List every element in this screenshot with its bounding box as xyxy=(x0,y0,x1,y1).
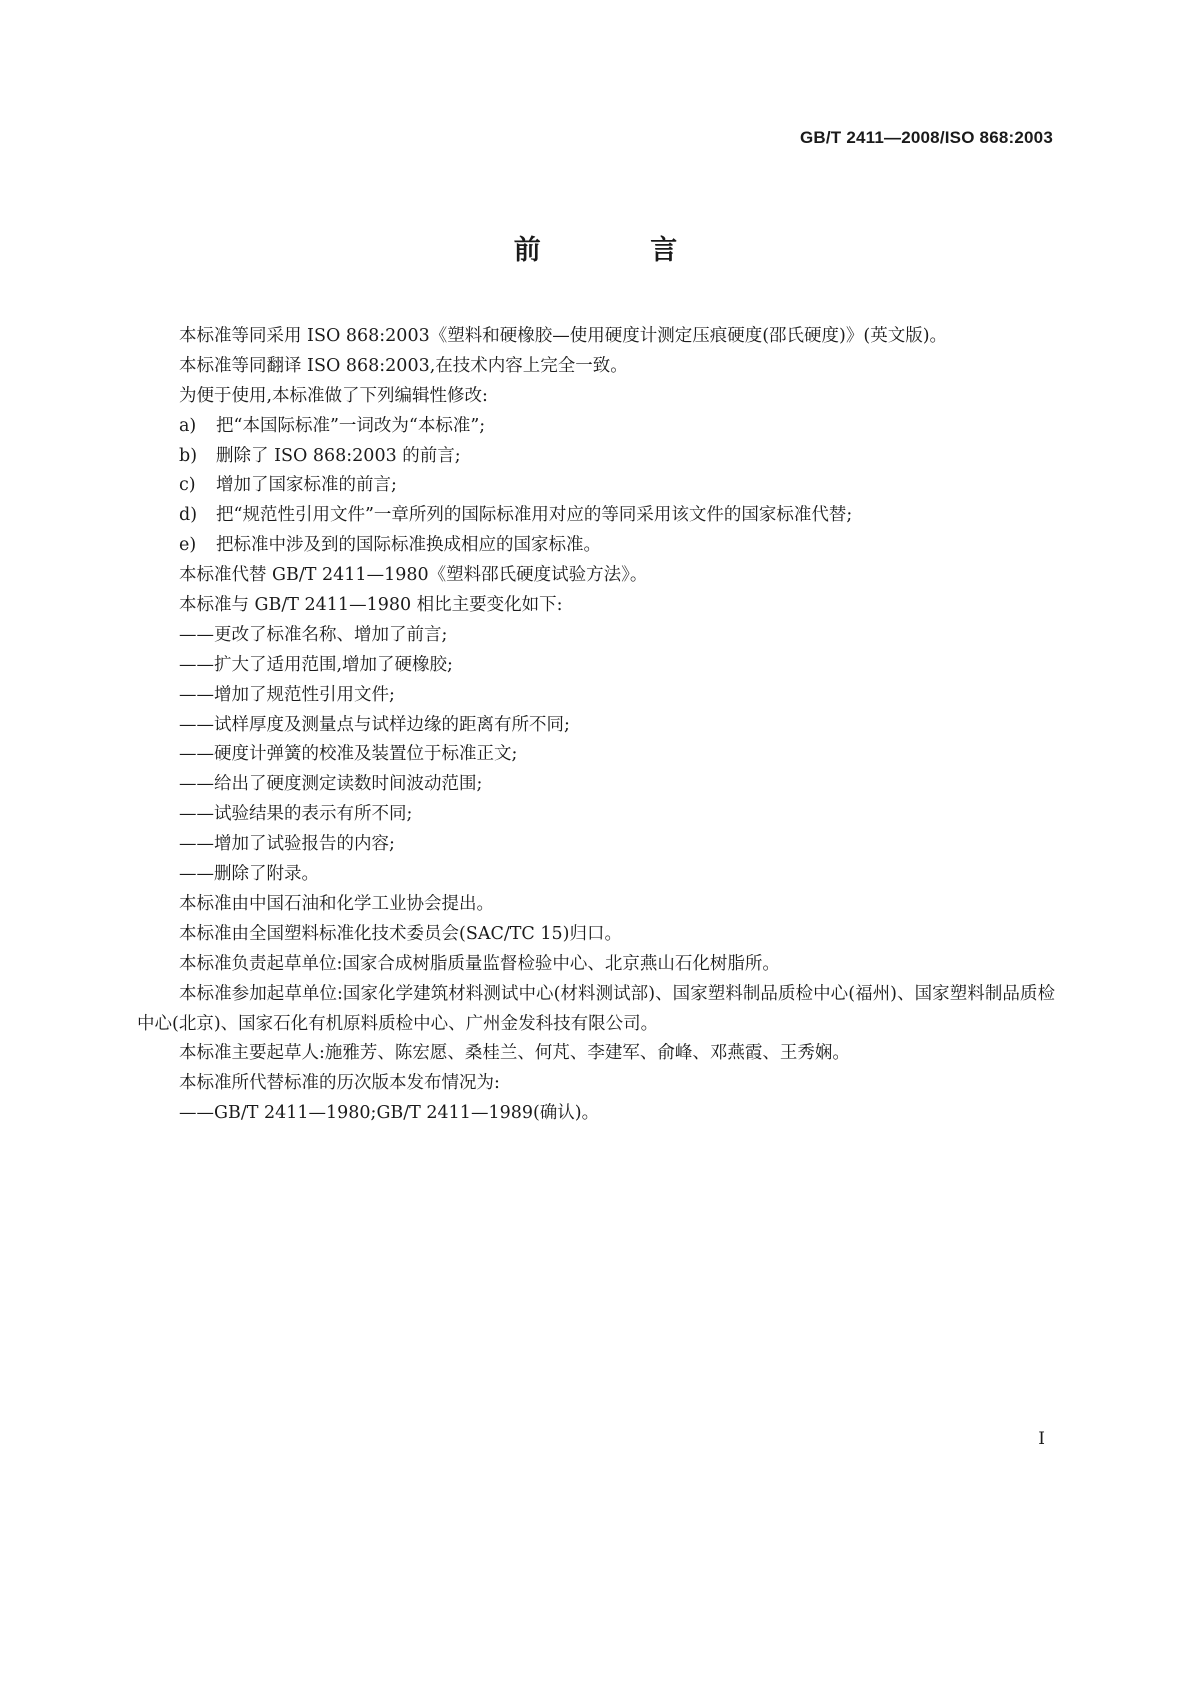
edit-list-item xyxy=(137,501,1055,531)
edit-list-item-label: a) xyxy=(179,415,197,436)
paragraph-administered-by: 本标准由全国塑料标准化技术委员会(SAC/TC 15)归口。 xyxy=(179,923,622,944)
paragraph-translation: 本标准等同翻译 ISO 868:2003,在技术内容上完全一致。 xyxy=(179,355,628,376)
paragraph-drafting-lead: 本标准负责起草单位:国家合成树脂质量监督检验中心、北京燕山石化树脂所。 xyxy=(179,953,780,974)
change-list-item: ——给出了硬度测定读数时间波动范围; xyxy=(179,774,483,795)
edit-list-item-label: c) xyxy=(179,475,196,496)
edit-list-item xyxy=(137,442,1055,472)
edit-list-item-label: d) xyxy=(179,505,198,526)
page-title: 前 言 xyxy=(513,235,728,266)
edit-list-item-label: e) xyxy=(179,535,197,556)
edit-list-item-text: 增加了国家标准的前言; xyxy=(216,475,397,496)
paragraph-drafting-participants: 本标准参加起草单位:国家化学建筑材料测试中心(材料测试部)、国家塑料制品质检中心(福州)、国家塑料制品质检中心(北京)、国家石化有机原料质检中心、广州金发科技有限公司。 xyxy=(137,983,1055,1034)
change-list-item: ——增加了试验报告的内容; xyxy=(179,834,395,855)
document-body xyxy=(137,322,1055,1129)
edit-list-item xyxy=(137,412,1055,442)
edit-list-item-text: 把标准中涉及到的国际标准换成相应的国家标准。 xyxy=(216,535,601,556)
change-list-item: ——试样厚度及测量点与试样边缘的距离有所不同; xyxy=(179,714,570,735)
edit-list-item-text: 把“规范性引用文件”一章所列的国际标准用对应的等同采用该文件的国家标准代替; xyxy=(216,505,853,526)
change-list-item: ——删除了附录。 xyxy=(179,864,319,885)
paragraph-proposed-by: 本标准由中国石油和化学工业协会提出。 xyxy=(179,893,494,914)
paragraph-edit-intro: 为便于使用,本标准做了下列编辑性修改: xyxy=(179,385,488,406)
paragraph-replaces: 本标准代替 GB/T 2411—1980《塑料邵氏硬度试验方法》。 xyxy=(179,565,648,586)
change-list-item: ——硬度计弹簧的校准及装置位于标准正文; xyxy=(179,744,518,765)
change-list-item: ——增加了规范性引用文件; xyxy=(179,684,395,705)
paragraph-history-intro: 本标准所代替标准的历次版本发布情况为: xyxy=(179,1073,500,1094)
edit-list-item xyxy=(137,531,1055,561)
edit-list-item-text: 删除了 ISO 868:2003 的前言; xyxy=(216,445,461,466)
standard-code-header: GB/T 2411—2008/ISO 868:2003 xyxy=(799,128,1053,147)
paragraph-adoption: 本标准等同采用 ISO 868:2003《塑料和硬橡胶—使用硬度计测定压痕硬度(邵氏硬度)》(英文版)。 xyxy=(179,326,948,346)
edit-list-item-label: b) xyxy=(179,445,198,466)
history-list-item: ——GB/T 2411—1980;GB/T 2411—1989(确认)。 xyxy=(179,1103,600,1124)
edit-list-item xyxy=(137,471,1055,501)
change-list-item: ——试验结果的表示有所不同; xyxy=(179,804,413,825)
edit-list-item-text: 把“本国际标准”一词改为“本标准”; xyxy=(216,415,486,436)
change-list-item: ——更改了标准名称、增加了前言; xyxy=(179,624,448,645)
change-list-item: ——扩大了适用范围,增加了硬橡胶; xyxy=(179,654,453,675)
paragraph-changes-intro: 本标准与 GB/T 2411—1980 相比主要变化如下: xyxy=(179,595,563,616)
page-number: I xyxy=(1038,1429,1045,1449)
paragraph-main-drafters: 本标准主要起草人:施雅芳、陈宏愿、桑桂兰、何芃、李建军、俞峰、邓燕霞、王秀娴。 xyxy=(179,1043,850,1064)
